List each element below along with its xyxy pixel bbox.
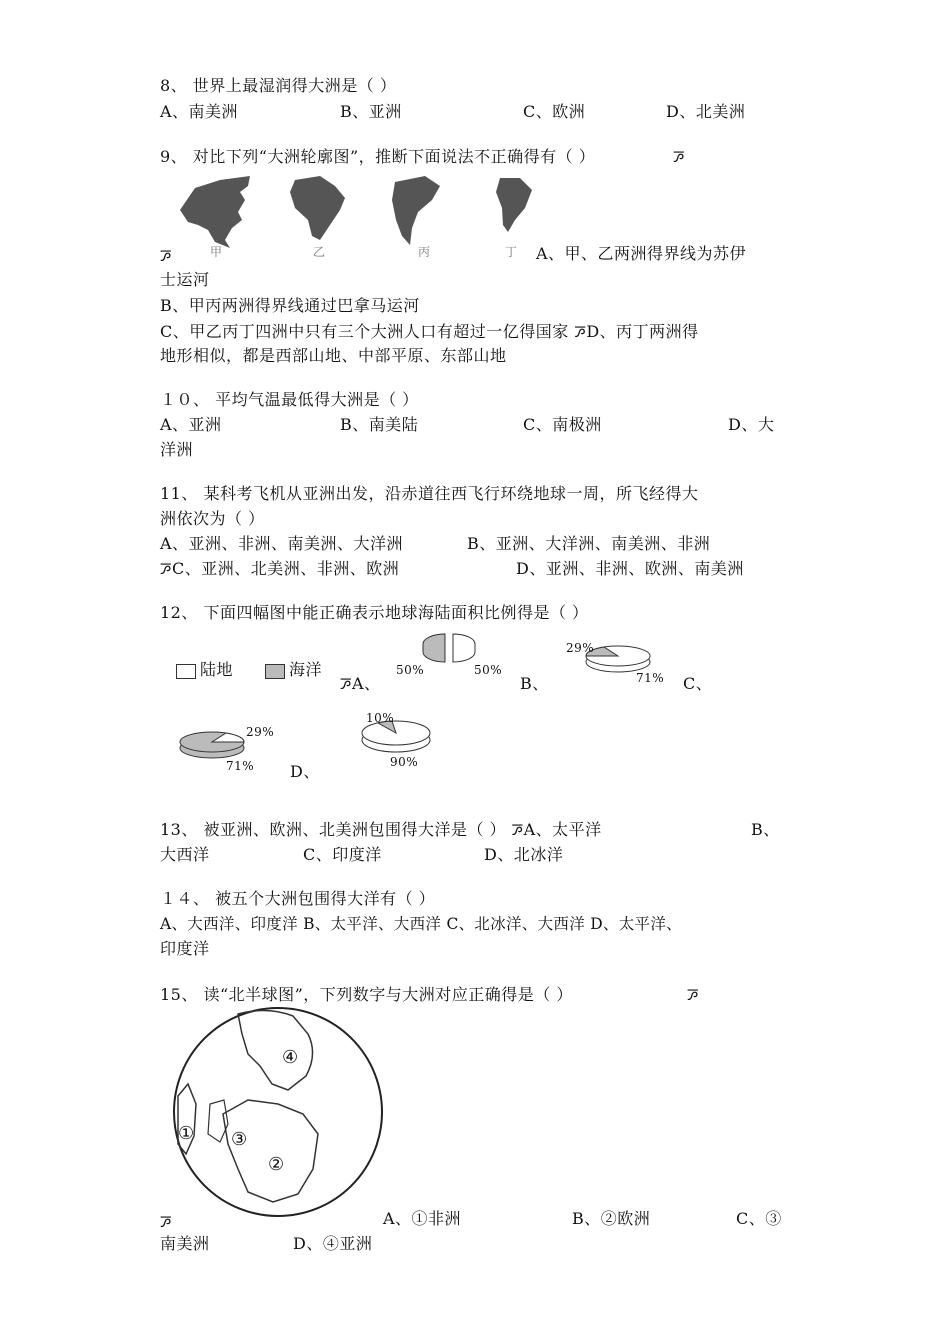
- q9-option-c-text: C、甲乙丙丁四洲中只有三个大洲人口有超过一亿得国家: [160, 322, 575, 341]
- pie-c-label-2: 71%: [226, 759, 255, 773]
- map-label-3: ③: [231, 1129, 248, 1150]
- q12-stem: 12、 下面四幅图中能正确表示地球海陆面积比例得是（ ）: [160, 603, 589, 622]
- q13-mark: ꯍ: [511, 820, 524, 839]
- q11-mark: ꯍ: [160, 559, 172, 578]
- q10-stem: １０、 平均气温最低得大洲是（ ）: [160, 390, 419, 409]
- q9-option-a-line1: A、甲、乙两洲得界线为苏伊: [536, 244, 747, 263]
- q11-stem-line1: 11、 某科考飞机从亚洲出发，沿赤道往西飞行环绕地球一周，所飞经得大: [160, 484, 699, 503]
- asia-outline: [180, 176, 250, 248]
- q8-option-c: C、欧洲: [523, 102, 586, 121]
- q15-option-a: A、①非洲: [383, 1209, 462, 1228]
- q13-stem-line: [160, 820, 602, 840]
- q11-stem-line2: 洲依次为（ ）: [160, 509, 265, 528]
- q12-option-a-line: [340, 674, 381, 694]
- q13-option-b-line2: 大西洋: [160, 845, 210, 864]
- q14-stem: １４、 被五个大洲包围得大洋有（ ）: [160, 889, 436, 908]
- map-label-1: ①: [178, 1123, 195, 1144]
- pie-a-land-half: [453, 634, 475, 662]
- pie-b-label-1: 29%: [566, 641, 595, 655]
- q14-option-d-line2: 印度洋: [160, 939, 210, 958]
- q15-option-c-line2: 南美洲: [160, 1234, 210, 1253]
- q9-mark: ꯍ: [673, 147, 685, 166]
- q9-stem: 9、 对比下列“大洲轮廓图”，推断下面说法不正确得有（ ）: [160, 147, 596, 166]
- label-ding: 丁: [505, 245, 518, 259]
- continent-outlines-figure: [170, 170, 540, 260]
- label-bing: 丙: [418, 245, 431, 259]
- label-jia: 甲: [210, 245, 223, 259]
- map-label-2: ②: [268, 1154, 285, 1175]
- pie-d-label-2: 90%: [390, 755, 419, 769]
- map-label-4: ④: [282, 1047, 299, 1068]
- legend-ocean-swatch: [265, 664, 285, 679]
- q12-option-b: B、: [520, 674, 549, 693]
- q11-option-d: D、亚洲、非洲、欧洲、南美洲: [516, 559, 744, 578]
- q12-option-d: D、: [290, 762, 320, 781]
- q15-option-c-line1: C、③: [736, 1209, 782, 1228]
- q14-options: A、大西洋、印度洋 B、太平洋、大西洋 C、北冰洋、大西洋 D、太平洋、: [160, 915, 682, 933]
- q9-option-c: [160, 322, 699, 342]
- q8-stem: 8、 世界上最湿润得大洲是（ ）: [160, 76, 397, 95]
- q13-option-b-line1: B、: [751, 820, 780, 839]
- q8-option-d: D、北美洲: [666, 102, 746, 121]
- q13-option-c: C、印度洋: [303, 845, 382, 864]
- q9-mark-3: ꯍ: [574, 322, 587, 341]
- q15-stem: 15、 读“北半球图”，下列数字与大洲对应正确得是（ ）: [160, 985, 573, 1004]
- pie-c-label-1: 29%: [246, 725, 275, 739]
- africa-outline: [290, 176, 345, 240]
- legend-land-swatch: [176, 664, 196, 679]
- label-yi: 乙: [313, 245, 326, 259]
- legend-ocean-label: 海洋: [289, 660, 323, 679]
- q12-option-c: C、: [683, 674, 713, 693]
- q8-option-b: B、亚洲: [340, 102, 402, 121]
- q12-option-a: A、: [351, 674, 381, 693]
- q15-mark-2: ꯍ: [160, 1212, 172, 1231]
- hemisphere-circle: [174, 1008, 382, 1216]
- pie-a-label-2: 50%: [474, 663, 503, 677]
- q9-option-b: B、甲丙两洲得界线通过巴拿马运河: [160, 296, 420, 315]
- q11-option-c-line: [160, 559, 399, 579]
- north-america-outline: [392, 176, 440, 245]
- q11-option-b: B、亚洲、大洋洲、南美洲、非洲: [467, 534, 711, 553]
- legend-land-label: 陆地: [200, 660, 234, 679]
- q15-option-b: B、②欧洲: [572, 1209, 651, 1228]
- northern-hemisphere-map: [168, 1004, 388, 1218]
- pie-b-label-2: 71%: [636, 671, 665, 685]
- q10-option-d-line1: D、大: [728, 415, 775, 434]
- pie-a-label-1: 50%: [396, 663, 425, 677]
- q13-option-d: D、北冰洋: [484, 845, 564, 864]
- q10-option-c: C、南极洲: [523, 415, 602, 434]
- q13-option-a: A、太平洋: [523, 820, 602, 839]
- pie-a-ocean-half: [423, 634, 445, 662]
- q10-option-a: A、亚洲: [160, 415, 222, 434]
- q10-option-d-line2: 洋洲: [160, 440, 194, 459]
- south-america-outline: [496, 178, 532, 232]
- q9-option-d-text: D、丙丁两洲得: [586, 322, 699, 341]
- q13-stem: 13、 被亚洲、欧洲、北美洲包围得大洋是（ ）: [160, 820, 512, 839]
- q9-option-a-line2: 士运河: [160, 270, 210, 289]
- q11-option-c: C、亚洲、北美洲、非洲、欧洲: [171, 559, 400, 578]
- q10-option-b: B、南美陆: [340, 415, 419, 434]
- pie-d-label-1: 10%: [366, 711, 395, 725]
- q15-option-d: D、④亚洲: [293, 1234, 373, 1253]
- q9-mark-2: ꯍ: [160, 246, 172, 265]
- q15-mark: ꯍ: [687, 985, 699, 1004]
- q11-option-a: A、亚洲、非洲、南美洲、大洋洲: [160, 534, 404, 553]
- q9-option-d-line2: 地形相似，都是西部山地、中部平原、东部山地: [160, 346, 507, 365]
- q8-option-a: A、南美洲: [160, 102, 239, 121]
- q12-mark: ꯍ: [340, 674, 352, 693]
